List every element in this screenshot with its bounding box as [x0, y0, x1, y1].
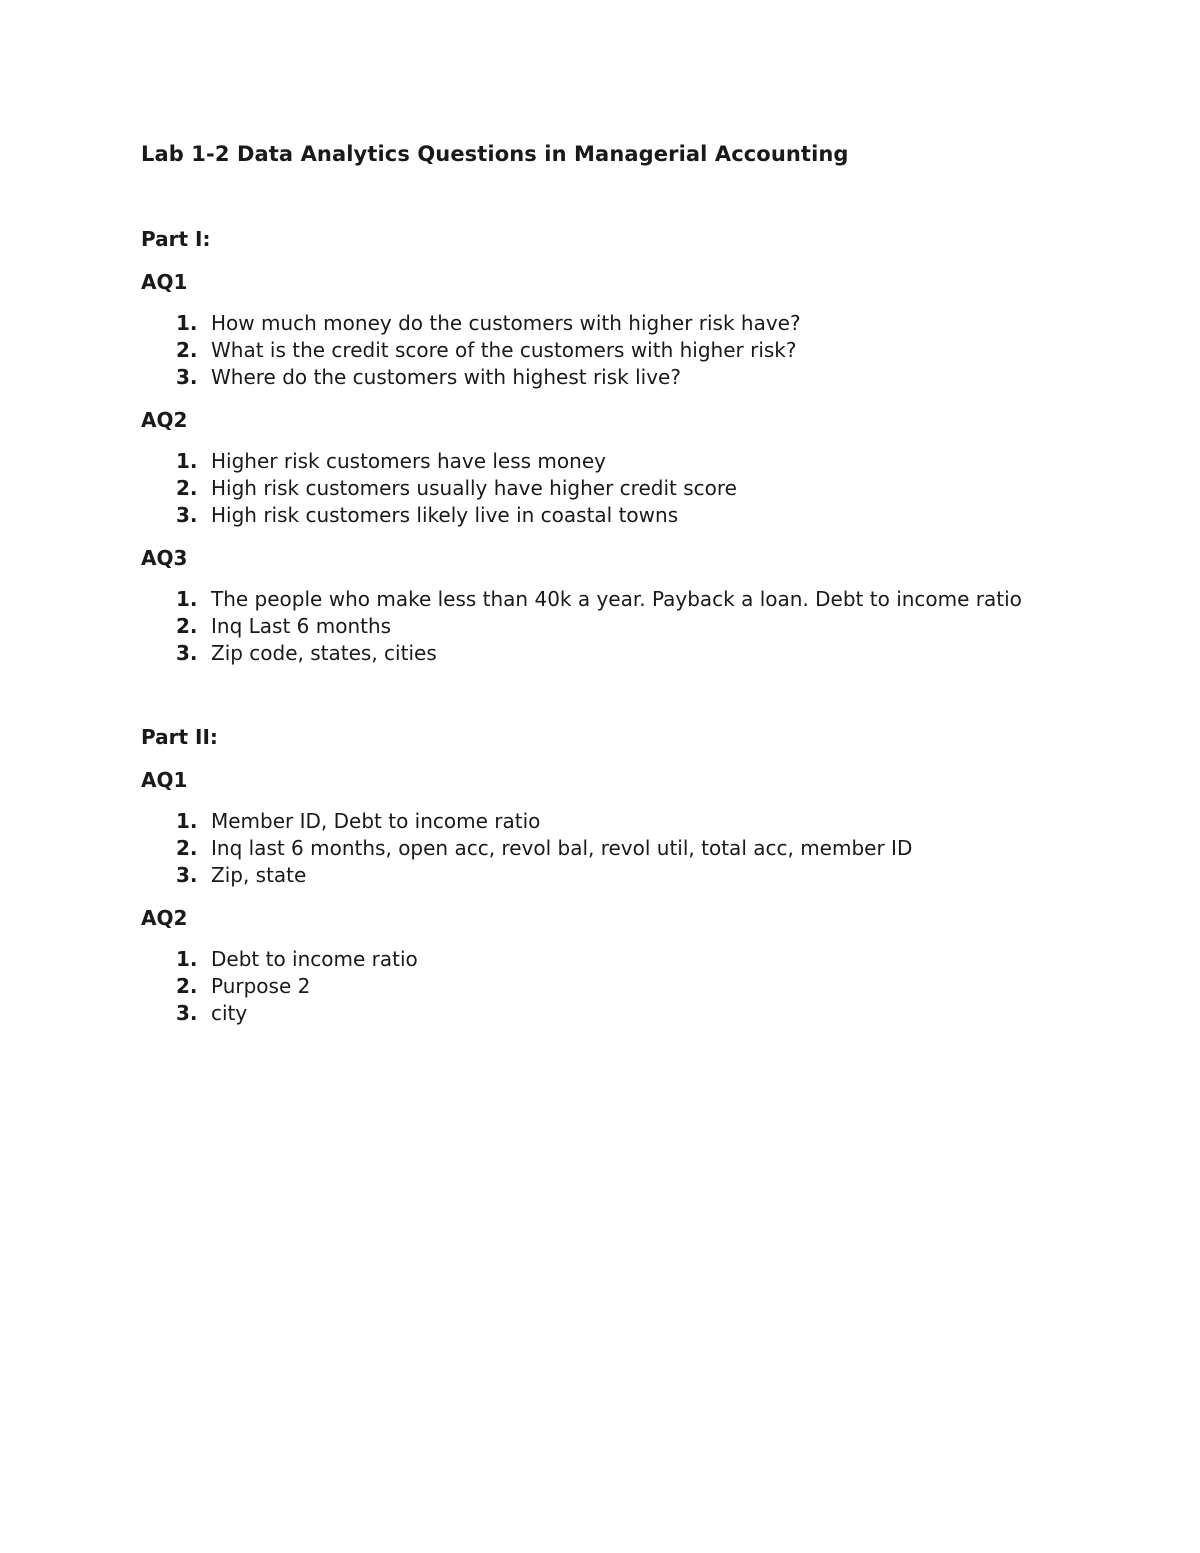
part-heading: Part II:	[141, 725, 218, 749]
list-text: How much money do the customers with higher risk have?	[211, 311, 801, 335]
list-number: 1.	[176, 311, 198, 335]
list-text: Member ID, Debt to income ratio	[211, 809, 541, 833]
document-title: Lab 1-2 Data Analytics Questions in Managerial Accounting	[141, 142, 849, 166]
part-heading: Part I:	[141, 227, 211, 251]
list-item	[141, 808, 1041, 835]
list-text: Zip, state	[211, 863, 307, 887]
answer-list	[141, 946, 1041, 1027]
list-item	[141, 310, 1041, 337]
list-item	[141, 973, 1041, 1000]
section-label: AQ2	[141, 906, 188, 930]
list-item	[141, 1000, 1041, 1027]
list-text: Inq last 6 months, open acc, revol bal, revol util, total acc, member ID	[211, 836, 913, 860]
list-item	[141, 862, 1041, 889]
section-label: AQ2	[141, 408, 188, 432]
list-number: 2.	[176, 614, 198, 638]
list-number: 3.	[176, 503, 198, 527]
list-item	[141, 502, 1041, 529]
list-number: 1.	[176, 809, 198, 833]
list-number: 3.	[176, 641, 198, 665]
list-text: Higher risk customers have less money	[211, 449, 606, 473]
list-item	[141, 946, 1041, 973]
section-label: AQ1	[141, 768, 188, 792]
list-text: Debt to income ratio	[211, 947, 418, 971]
list-number: 3.	[176, 1001, 198, 1025]
list-number: 2.	[176, 338, 198, 362]
list-item	[141, 337, 1041, 364]
list-number: 2.	[176, 836, 198, 860]
list-text: Inq Last 6 months	[211, 614, 392, 638]
list-item	[141, 640, 1041, 667]
list-text: High risk customers usually have higher credit score	[211, 476, 737, 500]
document-body	[141, 139, 1041, 1027]
list-item	[141, 475, 1041, 502]
section-aq1	[141, 766, 1041, 889]
list-item	[141, 586, 1041, 613]
list-text: What is the credit score of the customers with higher risk?	[211, 338, 797, 362]
answer-list	[141, 808, 1041, 889]
list-text: Purpose 2	[211, 974, 311, 998]
section-aq3	[141, 544, 1041, 667]
section-aq2	[141, 406, 1041, 529]
list-text: The people who make less than 40k a year. Payback a loan. Debt to income ratio	[211, 587, 1022, 611]
list-item	[141, 448, 1041, 475]
list-number: 1.	[176, 449, 198, 473]
list-number: 1.	[176, 947, 198, 971]
list-item	[141, 835, 1041, 862]
list-text: Where do the customers with highest risk live?	[211, 365, 681, 389]
answer-list	[141, 586, 1041, 667]
answer-list	[141, 448, 1041, 529]
section-aq2	[141, 904, 1041, 1027]
list-text: High risk customers likely live in coastal towns	[211, 503, 679, 527]
answer-list	[141, 310, 1041, 391]
list-item	[141, 364, 1041, 391]
list-text: city	[211, 1001, 248, 1025]
list-item	[141, 613, 1041, 640]
list-number: 3.	[176, 863, 198, 887]
section-label: AQ1	[141, 270, 188, 294]
list-text: Zip code, states, cities	[211, 641, 437, 665]
list-number: 2.	[176, 974, 198, 998]
section-label: AQ3	[141, 546, 188, 570]
section-aq1	[141, 268, 1041, 391]
list-number: 2.	[176, 476, 198, 500]
part-1	[141, 225, 1041, 667]
list-number: 1.	[176, 587, 198, 611]
list-number: 3.	[176, 365, 198, 389]
part-2	[141, 723, 1041, 1027]
